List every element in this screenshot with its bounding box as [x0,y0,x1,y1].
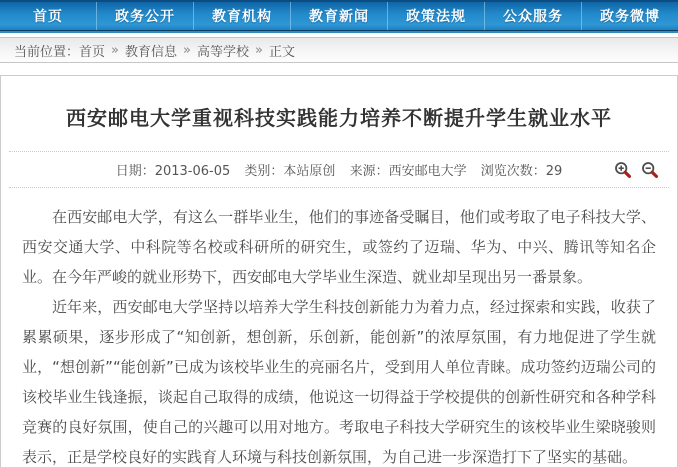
nav-item-policies[interactable]: 政策法规 [388,2,485,30]
meta-views-value: 29 [545,164,563,179]
breadcrumb [0,37,678,63]
zoom-out-icon[interactable] [641,161,659,179]
article-meta [9,151,669,188]
meta-source [350,164,467,179]
nav-bottom-band [0,30,678,33]
article-paragraph: 近年来，西安邮电大学坚持以培养大学生科技创新能力为着力点，经过探索和实践，收获了累累硕果，逐步形成了“知创新，想创新，乐创新，能创新”的浓厚氛围，有力地促进了学生就业，“想创新”“能创新”已成为该校毕业生的亮丽名片，受到用人单位青睐。成功签约迈瑞公司的该校毕业生钱逢振，谈起自己取得的成绩，他说这一切得益于学校提供的创新性研究和各种学科竞赛的良好氛围，使自己的兴趣可以用对地方。考取电子科技大学研究生的该校毕业生梁晓骏则表示，正是学校良好的实践育人环境与科技创新氛围，为自己进一步深造打下了坚实的基础。 [22,298,656,466]
meta-category [244,164,335,179]
meta-date [116,164,231,179]
meta-date-value: 2013-06-05 [154,164,231,179]
nav-item-gov-disclosure[interactable]: 政务公开 [97,2,194,30]
breadcrumb-item-higher-edu[interactable]: 高等学校 [196,44,249,60]
meta-category-value: 本站原创 [283,164,336,179]
top-navigation [0,0,678,30]
nav-item-edu-news[interactable]: 教育新闻 [291,2,388,30]
page-title: 西安邮电大学重视科技实践能力培养不断提升学生就业水平 [66,106,612,130]
article-container [0,75,678,467]
breadcrumb-label: 当前位置： [14,44,80,60]
meta-category-label: 类别： [244,164,284,179]
breadcrumb-item-article: 正文 [268,44,295,60]
article-paragraph: 在西安邮电大学，有这么一群毕业生，他们的事迹备受瞩目，他们或考取了电子科技大学、西安交通大学、中科院等名校或科研所的研究生，或签约了迈瑞、华为、中兴、腾讯等知名企业。在今年严峻的就业形势下，西安邮电大学毕业生深造、就业却呈现出另一番景象。 [22,208,656,286]
nav-item-home[interactable]: 首页 [0,2,97,30]
breadcrumb-separator: » [255,42,263,58]
meta-views-label: 浏览次数： [480,164,546,179]
font-zoom-controls [614,161,659,179]
breadcrumb-item-home[interactable]: 首页 [79,44,106,60]
nav-item-public-service[interactable]: 公众服务 [485,2,582,30]
nav-item-gov-weibo[interactable]: 政务微博 [600,9,660,25]
meta-source-label: 来源： [349,164,389,179]
nav-item-edu-institutions[interactable]: 教育机构 [194,2,291,30]
meta-date-label: 日期： [115,164,155,179]
breadcrumb-item-edu-info[interactable]: 教育信息 [125,44,178,60]
breadcrumb-separator: » [111,42,119,58]
meta-views [481,164,563,179]
article-body [1,188,677,467]
breadcrumb-separator: » [183,42,191,58]
zoom-in-icon[interactable] [614,161,632,179]
meta-source-value: 西安邮电大学 [388,164,467,179]
